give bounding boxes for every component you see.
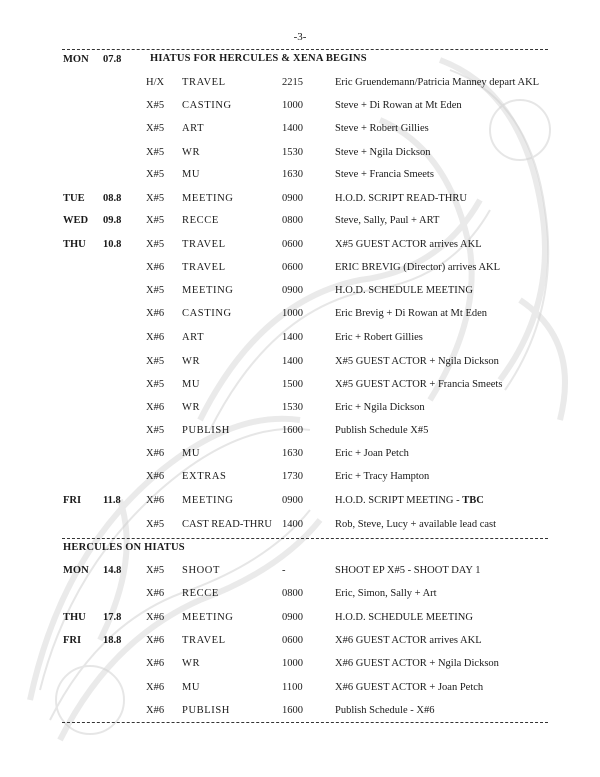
day-cell: FRI [63,495,82,506]
description-cell: Publish Schedule X#5 [335,425,429,436]
department-cell: MEETING [182,285,234,296]
time-cell: 1000 [282,308,303,319]
time-cell: - [282,565,286,576]
episode-cell: H/X [146,77,165,88]
description-cell: Eric, Simon, Sally + Art [335,588,437,599]
episode-cell: X#6 [146,262,165,273]
department-cell: CASTING [182,308,232,319]
dashed-divider [62,722,548,723]
time-cell: 0800 [282,215,303,226]
department-cell: MU [182,682,201,693]
description-text: H.O.D. SCRIPT MEETING - [335,495,463,506]
schedule-row [0,168,600,182]
schedule-row [0,99,600,113]
episode-cell: X#5 [146,100,165,111]
department-cell: WR [182,147,201,158]
description-cell: X#6 GUEST ACTOR arrives AKL [335,635,482,646]
episode-cell: X#5 [146,193,165,204]
time-cell: 1730 [282,471,303,482]
time-cell: 1000 [282,100,303,111]
schedule-row [0,122,600,136]
time-cell: 1400 [282,519,303,530]
description-cell: X#5 GUEST ACTOR arrives AKL [335,239,482,250]
episode-cell: X#6 [146,448,165,459]
episode-cell: X#6 [146,612,165,623]
day-cell: MON [63,565,89,576]
schedule-row [0,424,600,438]
episode-cell: X#5 [146,285,165,296]
day-cell: MON [63,54,89,65]
schedule-row [0,307,600,321]
department-cell: CASTING [182,100,232,111]
schedule-row [0,494,600,508]
department-cell: MEETING [182,193,234,204]
episode-cell: X#5 [146,356,165,367]
department-cell: RECCE [182,215,219,226]
schedule-row [0,146,600,160]
schedule-row [0,331,600,345]
dashed-divider [62,538,548,539]
department-cell: SHOOT [182,565,221,576]
department-cell: CAST READ-THRU [182,519,272,530]
description-cell: Eric + Tracy Hampton [335,471,430,482]
description-cell: Steve + Ngila Dickson [335,147,431,158]
schedule-row [0,76,600,90]
day-cell: FRI [63,635,82,646]
episode-cell: X#6 [146,635,165,646]
time-cell: 0900 [282,285,303,296]
episode-cell: X#6 [146,705,165,716]
description-cell: X#5 GUEST ACTOR + Ngila Dickson [335,356,499,367]
department-cell: WR [182,356,201,367]
time-cell: 1500 [282,379,303,390]
schedule-row [0,470,600,484]
department-cell: TRAVEL [182,77,226,88]
department-cell: PUBLISH [182,705,230,716]
schedule-row [0,704,600,718]
department-cell: ART [182,332,205,343]
page-number: -3- [293,31,307,43]
schedule-row [0,214,600,228]
department-cell: MU [182,448,201,459]
department-cell: TRAVEL [182,635,226,646]
date-cell: 18.8 [103,635,122,646]
description-cell [335,494,484,508]
time-cell: 1600 [282,705,303,716]
episode-cell: X#6 [146,308,165,319]
episode-cell: X#5 [146,147,165,158]
description-cell: SHOOT EP X#5 - SHOOT DAY 1 [335,565,481,576]
schedule-row [0,447,600,461]
schedule-row [0,238,600,252]
department-cell: MEETING [182,612,234,623]
description-cell: H.O.D. SCHEDULE MEETING [335,285,473,296]
time-cell: 0600 [282,239,303,250]
description-cell: Eric + Robert Gillies [335,332,423,343]
department-cell: WR [182,402,201,413]
schedule-row [0,587,600,601]
time-cell: 1000 [282,658,303,669]
time-cell: 1630 [282,169,303,180]
episode-cell: X#6 [146,658,165,669]
episode-cell: X#5 [146,123,165,134]
description-cell: Steve, Sally, Paul + ART [335,215,440,226]
description-cell: X#6 GUEST ACTOR + Joan Petch [335,682,484,693]
schedule-row [0,378,600,392]
date-cell: 07.8 [103,54,122,65]
date-cell: 08.8 [103,193,122,204]
time-cell: 1100 [282,682,303,693]
description-cell: X#5 GUEST ACTOR + Francia Smeets [335,379,503,390]
department-cell: RECCE [182,588,219,599]
description-cell: Eric Gruendemann/Patricia Manney depart AKL [335,77,540,88]
description-cell: Eric Brevig + Di Rowan at Mt Eden [335,308,488,319]
episode-cell: X#5 [146,215,165,226]
date-cell: 10.8 [103,239,122,250]
description-cell: Steve + Francia Smeets [335,169,434,180]
schedule-row [0,192,600,206]
time-cell: 0800 [282,588,303,599]
description-cell: Steve + Di Rowan at Mt Eden [335,100,462,111]
episode-cell: X#5 [146,519,165,530]
department-cell: MEETING [182,495,234,506]
episode-cell: X#5 [146,169,165,180]
time-cell: 1400 [282,356,303,367]
department-cell: EXTRAS [182,471,227,482]
schedule-row [0,611,600,625]
date-cell: 17.8 [103,612,122,623]
description-cell: H.O.D. SCHEDULE MEETING [335,612,473,623]
schedule-row [0,634,600,648]
time-cell: 1600 [282,425,303,436]
schedule-row [0,261,600,275]
schedule-row [0,518,600,532]
description-cell: H.O.D. SCRIPT READ-THRU [335,193,467,204]
description-cell: Rob, Steve, Lucy + available lead cast [335,519,497,530]
time-cell: 2215 [282,77,303,88]
episode-cell: X#6 [146,332,165,343]
tbc-label: TBC [462,495,484,506]
time-cell: 0900 [282,495,303,506]
episode-cell: X#6 [146,682,165,693]
date-cell: 11.8 [103,495,121,506]
department-cell: MU [182,169,201,180]
department-cell: MU [182,379,201,390]
date-cell: 14.8 [103,565,122,576]
episode-cell: X#6 [146,495,165,506]
time-cell: 0600 [282,635,303,646]
episode-cell: X#5 [146,565,165,576]
description-cell: Publish Schedule - X#6 [335,705,435,716]
dashed-divider [62,49,548,50]
episode-cell: X#5 [146,425,165,436]
time-cell: 1400 [282,123,303,134]
time-cell: 1630 [282,448,303,459]
time-cell: 0900 [282,612,303,623]
description-cell: Eric + Joan Petch [335,448,409,459]
section-title: HERCULES ON HIATUS [63,542,185,553]
day-cell: WED [63,215,89,226]
day-cell: THU [63,612,86,623]
schedule-row [0,657,600,671]
episode-cell: X#6 [146,402,165,413]
department-cell: PUBLISH [182,425,230,436]
date-cell: 09.8 [103,215,122,226]
department-cell: ART [182,123,205,134]
section-title: HIATUS FOR HERCULES & XENA BEGINS [150,53,367,64]
episode-cell: X#6 [146,588,165,599]
schedule-row [0,284,600,298]
department-cell: TRAVEL [182,239,226,250]
episode-cell: X#5 [146,379,165,390]
description-cell: Eric + Ngila Dickson [335,402,425,413]
schedule-row [0,355,600,369]
schedule-row [0,401,600,415]
episode-cell: X#6 [146,471,165,482]
time-cell: 1400 [282,332,303,343]
day-cell: THU [63,239,86,250]
episode-cell: X#5 [146,239,165,250]
time-cell: 0900 [282,193,303,204]
schedule-row [0,53,600,67]
schedule-row [0,681,600,695]
department-cell: WR [182,658,201,669]
time-cell: 1530 [282,147,303,158]
department-cell: TRAVEL [182,262,226,273]
description-cell: Steve + Robert Gillies [335,123,429,134]
description-cell: ERIC BREVIG (Director) arrives AKL [335,262,501,273]
schedule-row [0,564,600,578]
day-cell: TUE [63,193,85,204]
description-cell: X#6 GUEST ACTOR + Ngila Dickson [335,658,499,669]
time-cell: 0600 [282,262,303,273]
time-cell: 1530 [282,402,303,413]
